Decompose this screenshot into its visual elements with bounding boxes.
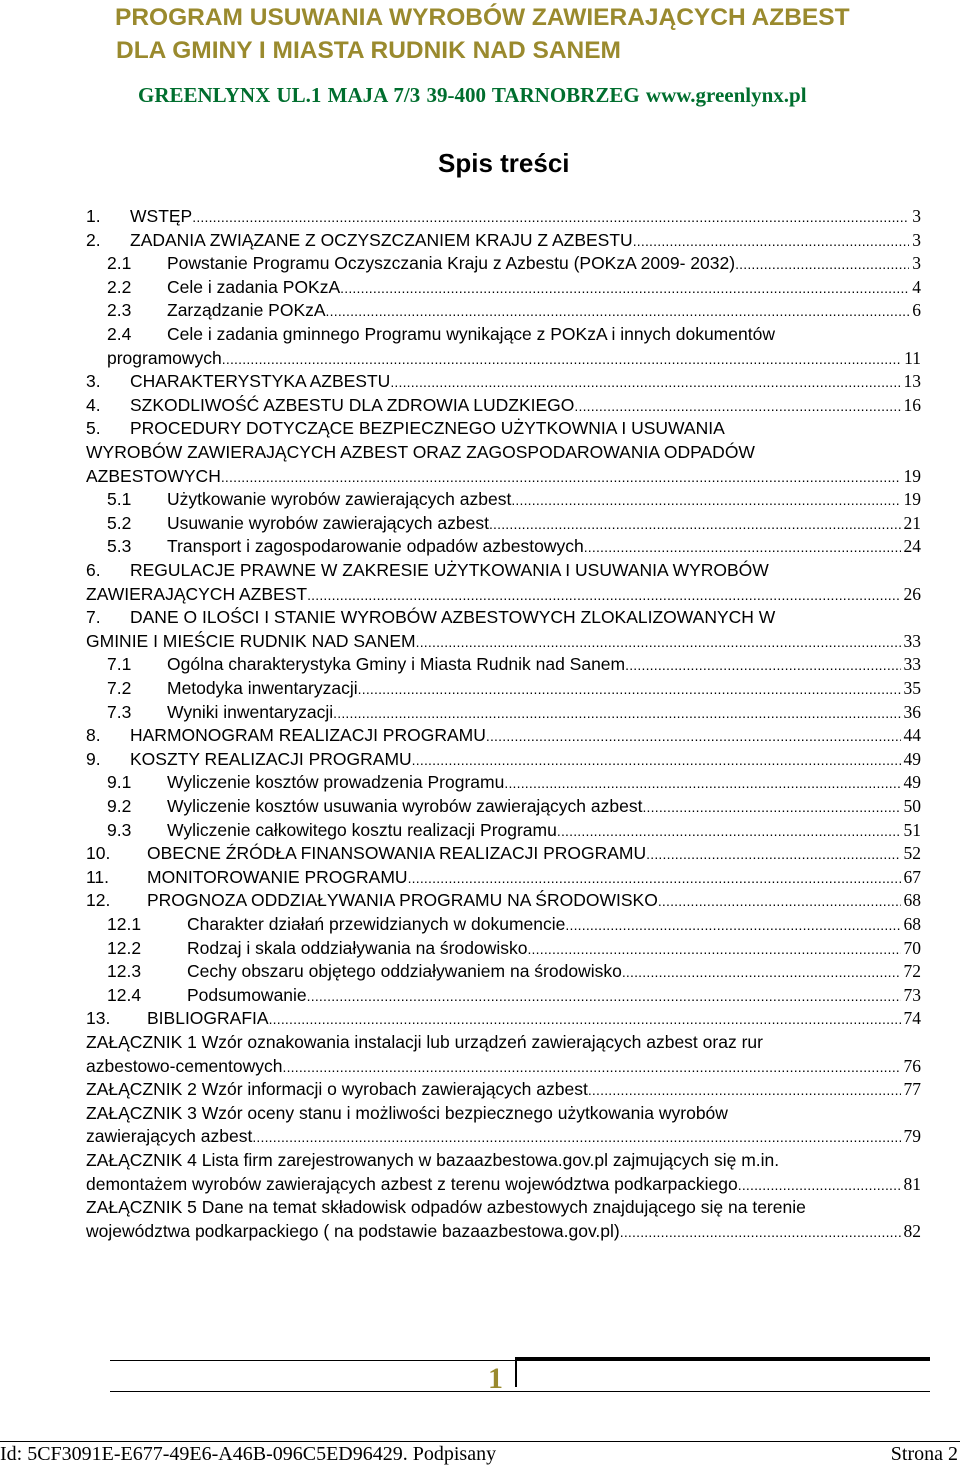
toc-entry <box>86 206 921 228</box>
toc-entry-number: 2. <box>86 229 101 250</box>
document-id: Id: 5CF3091E-E677-49E6-A46B-096C5ED96429. Podpisany <box>0 1443 497 1465</box>
toc-entry-title: Cechy obszaru objętego oddziaływaniem na środowisko <box>187 961 622 982</box>
toc-entry <box>86 584 921 606</box>
toc-entry-number: 7. <box>86 607 101 628</box>
toc-entry-number: 3. <box>86 371 101 392</box>
toc-entry-page: 21 <box>903 512 921 533</box>
toc-leader-dots <box>584 539 901 555</box>
toc-entry <box>107 961 921 983</box>
page-number-rule <box>110 1391 930 1392</box>
toc-entry-title: OBECNE ŹRÓDŁA FINANSOWANIA REALIZACJI PROGRAMU <box>147 843 647 864</box>
toc-leader-dots <box>192 209 909 225</box>
toc-entry-number: 11. <box>86 866 110 887</box>
toc-entry <box>107 536 921 558</box>
toc-entry-title: Wyliczenie całkowitego kosztu realizacji Programu <box>167 819 557 840</box>
toc-entry-page: 35 <box>903 678 921 698</box>
toc-entry-number: 8. <box>86 725 101 746</box>
toc-entry <box>107 253 921 275</box>
toc-entry-page: 4 <box>912 276 921 297</box>
toc-leader-dots <box>408 870 901 886</box>
toc-entry-title: ZAŁĄCZNIK 4 Lista firm zarejestrowanych w bazaazbestowa.gov.pl zajmujących się m.in. <box>86 1150 780 1170</box>
toc-leader-dots <box>633 233 910 249</box>
toc-leader-dots <box>307 988 901 1004</box>
toc-entry-page: 33 <box>903 630 921 651</box>
page-number: 1 <box>488 1362 503 1395</box>
toc-leader-dots <box>486 728 901 744</box>
toc-entry <box>107 796 921 818</box>
toc-entry-page: 36 <box>903 701 921 722</box>
toc-entry-page: 16 <box>903 394 921 415</box>
header-title-line1: PROGRAM USUWANIA WYROBÓW ZAWIERAJĄCYCH AZBEST <box>115 4 850 31</box>
toc-entry-number: 12.1 <box>107 914 142 934</box>
toc-entry-title: AZBESTOWYCH <box>86 465 221 486</box>
toc-entry <box>86 1126 921 1148</box>
toc-entry-title: Powstanie Programu Oczyszczania Kraju z Azbestu (POKzA 2009- 2032) <box>167 253 736 274</box>
toc-entry-title: Cele i zadania POKzA <box>167 276 341 297</box>
toc-entry-page: 74 <box>903 1008 921 1029</box>
toc-entry-title: ZAWIERAJĄCYCH AZBEST <box>86 583 308 604</box>
toc-entry-line <box>86 607 921 629</box>
toc-entry <box>86 371 921 393</box>
toc-leader-dots <box>574 398 900 414</box>
toc-entry-page: 50 <box>903 796 921 816</box>
toc-entry-page: 33 <box>903 654 921 675</box>
toc-leader-dots <box>511 492 900 508</box>
toc-entry <box>86 749 921 771</box>
toc-entry-line <box>86 1197 921 1219</box>
toc-entry-number: 9.1 <box>107 772 132 793</box>
toc-entry-title: PROGNOZA ODDZIAŁYWANIA PROGRAMU NA ŚRODOWISKO <box>147 890 658 911</box>
toc-entry-line <box>86 1032 921 1054</box>
toc-entry-title: REGULACJE PRAWNE W ZAKRESIE UŻYTKOWANIA I USUWANIA WYROBÓW <box>130 560 769 580</box>
toc-leader-dots <box>412 752 901 768</box>
toc-entry-title: Rodzaj i skala oddziaływania na środowisko <box>187 937 528 958</box>
toc-entry-title: Zarządzanie POKzA <box>167 300 326 321</box>
toc-entry-title: HARMONOGRAM REALIZACJI PROGRAMU <box>130 725 486 746</box>
toc-entry-title: DANE O ILOŚCI I STANIE WYROBÓW AZBESTOWYCH ZLOKALIZOWANYCH W <box>130 607 776 628</box>
toc-entry-page: 76 <box>903 1055 921 1076</box>
toc-entry-page: 49 <box>903 772 921 793</box>
toc-entry-line <box>86 560 921 582</box>
toc-entry-title: MONITOROWANIE PROGRAMU <box>147 866 408 887</box>
toc-entry <box>86 395 921 417</box>
toc-entry-title: ZAŁĄCZNIK 5 Dane na temat składowisk odpadów azbestowych znajdującego się na terenie <box>86 1197 806 1218</box>
toc-entry <box>107 702 921 724</box>
toc-leader-dots <box>565 917 900 933</box>
toc-entry-number: 10. <box>86 843 111 864</box>
header-company-address: GREENLYNX UL.1 MAJA 7/3 39-400 TARNOBRZEG www.greenlynx.pl <box>138 83 807 107</box>
toc-entry-title: GMINIE I MIEŚCIE RUDNIK NAD SANEM <box>86 630 416 651</box>
toc-entry-title: Wyliczenie kosztów prowadzenia Programu <box>167 772 505 793</box>
toc-entry <box>86 466 921 488</box>
toc-entry <box>86 725 921 747</box>
toc-entry-number: 9.2 <box>107 796 132 816</box>
toc-entry-title: WSTĘP <box>130 206 193 226</box>
toc-entry-number: 5.1 <box>107 489 132 510</box>
toc-leader-dots <box>333 705 900 721</box>
toc-entry-page: 6 <box>912 300 921 321</box>
toc-entry-page: 73 <box>903 984 921 1005</box>
toc-leader-dots <box>642 799 900 815</box>
toc-entry-number: 9. <box>86 748 101 769</box>
toc-entry-page: 19 <box>903 489 921 510</box>
toc-entry-title: Transport i zagospodarowanie odpadów azbestowych <box>167 536 584 557</box>
toc-entry-title: KOSZTY REALIZACJI PROGRAMU <box>130 748 412 769</box>
toc-entry <box>107 985 921 1007</box>
toc-entry-page: 44 <box>903 725 921 746</box>
toc-entry-title: Cele i zadania gminnego Programu wynikające z POKzA i innych dokumentów <box>167 324 775 344</box>
toc-entry-title: Usuwanie wyrobów zawierających azbest <box>167 512 489 533</box>
toc-entry-page: 82 <box>903 1220 921 1241</box>
toc-entry-title: ZAŁĄCZNIK 3 Wzór oceny stanu i możliwości bezpiecznego użytkowania wyrobów <box>86 1102 728 1123</box>
toc-entry-number: 5.3 <box>107 536 132 557</box>
toc-entry-title: województwa podkarpackiego ( na podstawie bazaazbestowa.gov.pl) <box>86 1220 620 1241</box>
toc-entry-number: 7.1 <box>107 654 132 675</box>
toc-leader-dots <box>738 1177 901 1193</box>
toc-leader-dots <box>416 634 901 650</box>
toc-leader-dots <box>252 1129 900 1145</box>
toc-leader-dots <box>504 775 900 791</box>
toc-entry-page: 67 <box>903 866 921 887</box>
toc-entry-line <box>86 442 921 464</box>
toc-leader-dots <box>326 303 910 319</box>
toc-entry <box>86 843 921 865</box>
toc-entry <box>86 631 921 653</box>
toc-entry-page: 49 <box>903 748 921 769</box>
toc-entry-line <box>86 418 921 440</box>
toc-entry <box>107 489 921 511</box>
toc-entry-number: 2.4 <box>107 324 132 344</box>
toc-entry-page: 70 <box>903 937 921 958</box>
toc-leader-dots <box>527 941 900 957</box>
toc-leader-dots <box>489 516 901 532</box>
footer-rule-thick <box>515 1357 930 1360</box>
toc-leader-dots <box>625 657 900 673</box>
toc-entry-number: 6. <box>86 560 101 580</box>
toc-entry-page: 3 <box>912 206 921 226</box>
toc-entry <box>86 890 921 912</box>
toc-entry-page: 68 <box>903 890 921 911</box>
toc-entry-number: 12.3 <box>107 961 142 982</box>
toc-entry <box>107 300 921 322</box>
toc-leader-dots <box>222 351 901 367</box>
toc-entry-title: Wyniki inwentaryzacji <box>167 701 334 722</box>
toc-entry <box>107 938 921 960</box>
toc-entry-number: 2.2 <box>107 276 132 297</box>
toc-entry-title: ZAŁĄCZNIK 1 Wzór oznakowania instalacji lub urządzeń zawierających azbest oraz rur <box>86 1032 763 1052</box>
toc-entry <box>86 867 921 889</box>
toc-entry-page: 19 <box>903 465 921 486</box>
toc-leader-dots <box>735 256 909 272</box>
toc-entry <box>107 348 921 370</box>
toc-entry-title: Podsumowanie <box>187 984 307 1005</box>
toc-entry-page: 72 <box>903 961 921 982</box>
toc-entry-number: 7.2 <box>107 678 132 698</box>
footer-rule-vertical <box>515 1357 517 1387</box>
toc-entry-number: 5. <box>86 418 101 439</box>
toc-leader-dots <box>588 1082 901 1098</box>
toc-entry-page: 52 <box>903 843 921 864</box>
toc-entry-number: 12.4 <box>107 984 142 1005</box>
toc-entry-title: demontażem wyrobów zawierających azbest z terenu województwa podkarpackiego <box>86 1173 738 1194</box>
toc-entry-title: PROCEDURY DOTYCZĄCE BEZPIECZNEGO UŻYTKOWNIA I USUWANIA <box>130 418 725 439</box>
toc-entry-title: CHARAKTERYSTYKA AZBESTU <box>130 371 391 392</box>
toc-entry-number: 5.2 <box>107 512 132 533</box>
footer-rule <box>110 1360 930 1361</box>
toc-entry-number: 2.3 <box>107 300 132 321</box>
toc-entry-page: 51 <box>903 819 921 840</box>
toc-entry-title: zawierających azbest <box>86 1126 253 1147</box>
toc-entry-title: Charakter działań przewidzianych w dokumencie <box>187 914 566 934</box>
toc-entry <box>107 654 921 676</box>
toc-leader-dots <box>358 681 901 697</box>
toc-entry-number: 12.2 <box>107 937 142 958</box>
toc-leader-dots <box>557 823 901 839</box>
toc-entry-page: 11 <box>904 347 921 368</box>
toc-leader-dots <box>340 280 909 296</box>
toc-entry-page: 3 <box>912 229 921 250</box>
toc-leader-dots <box>390 374 900 390</box>
toc-entry <box>86 230 921 252</box>
toc-entry <box>107 772 921 794</box>
toc-entry <box>107 513 921 535</box>
toc-entry-page: 79 <box>903 1126 921 1147</box>
toc-entry-number: 12. <box>86 890 111 911</box>
toc-entry-line <box>86 1103 921 1125</box>
toc-entry-title: BIBLIOGRAFIA <box>147 1008 269 1029</box>
toc-entry-number: 4. <box>86 394 101 415</box>
toc-entry-page: 24 <box>903 536 921 557</box>
toc-leader-dots <box>282 1059 900 1075</box>
toc-entry <box>107 914 921 936</box>
toc-entry-number: 13. <box>86 1008 111 1029</box>
toc-entry-title: Ogólna charakterystyka Gminy i Miasta Rudnik nad Sanem <box>167 654 626 675</box>
toc-entry-title: SZKODLIWOŚĆ AZBESTU DLA ZDROWIA LUDZKIEGO <box>130 394 575 415</box>
toc-entry-title: ZAŁĄCZNIK 2 Wzór informacji o wyrobach zawierających azbest <box>86 1079 588 1100</box>
toc-title: Spis treści <box>438 148 570 178</box>
toc-entry-title: Użytkowanie wyrobów zawierających azbest <box>167 489 512 510</box>
toc-leader-dots <box>307 587 900 603</box>
toc-entry <box>86 1008 921 1030</box>
toc-entry-title: WYROBÓW ZAWIERAJĄCYCH AZBEST ORAZ ZAGOSPODAROWANIA ODPADÓW <box>86 442 755 462</box>
sheet-number: Strona 2 <box>890 1443 958 1465</box>
toc-leader-dots <box>658 893 901 909</box>
toc-leader-dots <box>269 1011 901 1027</box>
toc-leader-dots <box>620 1224 901 1240</box>
toc-entry <box>107 820 921 842</box>
toc-entry-title: ZADANIA ZWIĄZANE Z OCZYSZCZANIEM KRAJU Z AZBESTU <box>130 229 633 250</box>
toc-entry-title: Wyliczenie kosztów usuwania wyrobów zawierających azbest <box>167 796 643 816</box>
toc-entry <box>86 1221 921 1243</box>
toc-entry-title: programowych <box>107 347 222 368</box>
toc-entry-title: azbestowo-cementowych <box>86 1055 283 1076</box>
header-title-line2: DLA GMINY I MIASTA RUDNIK NAD SANEM <box>116 37 621 64</box>
toc-entry-number: 7.3 <box>107 701 132 722</box>
toc-leader-dots <box>646 846 900 862</box>
toc-entry <box>107 678 921 700</box>
toc-entry-number: 9.3 <box>107 819 132 840</box>
toc-entry-number: 1. <box>86 206 101 226</box>
toc-entry <box>86 1174 921 1196</box>
toc-entry <box>107 277 921 299</box>
toc-entry-page: 3 <box>912 253 921 274</box>
toc-entry-line <box>86 1150 921 1172</box>
toc-entry-page: 77 <box>903 1079 921 1100</box>
toc-entry-line <box>107 324 921 346</box>
toc-entry <box>86 1079 921 1101</box>
toc-leader-dots <box>622 964 901 980</box>
toc-entry-page: 26 <box>903 583 921 604</box>
toc-entry-page: 13 <box>903 371 921 392</box>
toc-entry <box>86 1056 921 1078</box>
toc-entry-page: 81 <box>903 1173 921 1194</box>
bottom-rule <box>0 1441 960 1442</box>
toc-entry-page: 68 <box>903 914 921 934</box>
toc-leader-dots <box>221 469 901 485</box>
toc-entry-number: 2.1 <box>107 253 132 274</box>
toc-entry-title: Metodyka inwentaryzacji <box>167 678 358 698</box>
